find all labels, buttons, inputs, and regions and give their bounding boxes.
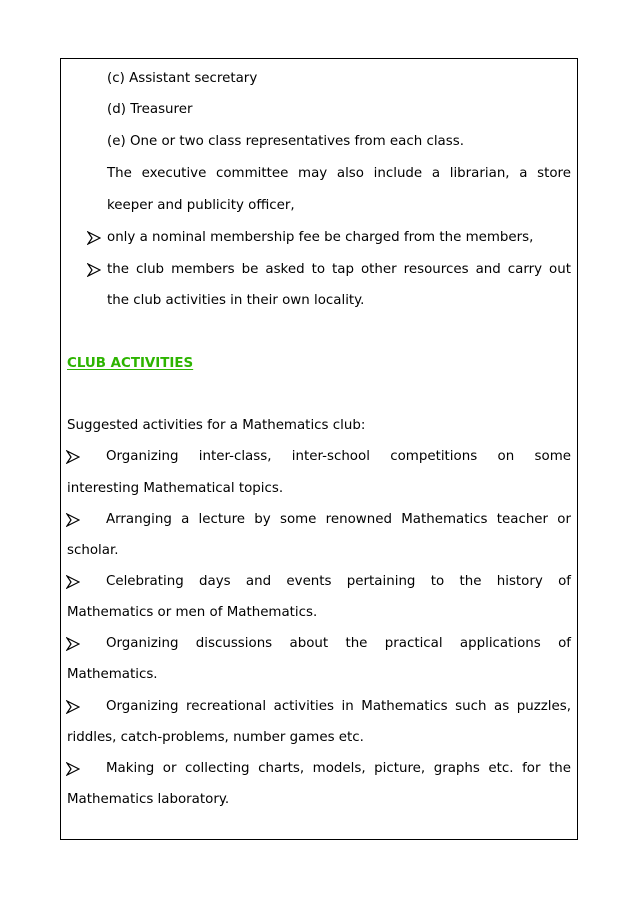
- arrowhead-bullet-icon: [66, 575, 80, 589]
- activity-4-line1: Organizing discussions about the practical applications of: [106, 636, 571, 651]
- arrowhead-bullet-icon: [66, 450, 80, 464]
- arrowhead-bullet-icon: [87, 263, 101, 277]
- arrowhead-bullet-icon: [66, 700, 80, 714]
- committee-item-c: (c) Assistant secretary: [107, 71, 258, 86]
- committee-item-d: (d) Treasurer: [107, 102, 193, 117]
- activity-6-line2: Mathematics laboratory.: [67, 792, 230, 807]
- section-heading: CLUB ACTIVITIES: [67, 356, 194, 371]
- activity-2-line1: Arranging a lecture by some renowned Mathematics teacher or: [106, 512, 571, 527]
- activity-5-line1: Organizing recreational activities in Mathematics such as puzzles,: [106, 699, 571, 714]
- activity-6-line1: Making or collecting charts, models, picture, graphs etc. for the: [106, 761, 571, 776]
- activity-1-line1: Organizing inter-class, inter-school competitions on some: [106, 449, 571, 464]
- activity-3-line1: Celebrating days and events pertaining to the history of: [106, 574, 571, 589]
- committee-note-line1: The executive committee may also include a librarian, a store: [107, 166, 571, 181]
- activity-3-line2: Mathematics or men of Mathematics.: [67, 605, 318, 620]
- condition-1-line1: only a nominal membership fee be charged from the members,: [107, 230, 534, 245]
- committee-item-e: (e) One or two class representatives from each class.: [107, 134, 464, 149]
- condition-2-line2: the club activities in their own locality.: [107, 293, 365, 308]
- arrowhead-bullet-icon: [66, 513, 80, 527]
- intro-text: Suggested activities for a Mathematics club:: [67, 418, 366, 433]
- arrowhead-bullet-icon: [87, 231, 101, 245]
- arrowhead-bullet-icon: [66, 762, 80, 776]
- activity-5-line2: riddles, catch-problems, number games etc.: [67, 730, 364, 745]
- activity-4-line2: Mathematics.: [67, 667, 158, 682]
- activity-1-line2: interesting Mathematical topics.: [67, 481, 284, 496]
- arrowhead-bullet-icon: [66, 637, 80, 651]
- activity-2-line2: scholar.: [67, 543, 119, 558]
- committee-note-line2: keeper and publicity officer,: [107, 198, 295, 213]
- condition-2-line1: the club members be asked to tap other resources and carry out: [107, 262, 571, 277]
